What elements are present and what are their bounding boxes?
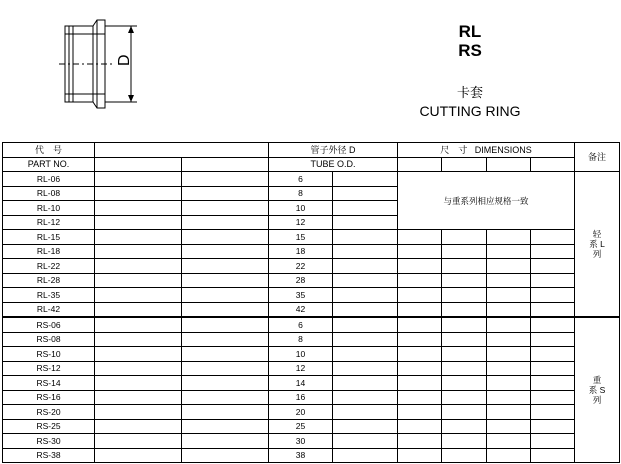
tube-od-cell: 16 [269, 390, 333, 405]
tube-od-cell: 22 [269, 259, 333, 274]
dimension-cell [531, 347, 575, 362]
blank-cell [333, 302, 398, 317]
tube-od-cell: 8 [269, 186, 333, 201]
dimension-cell [487, 317, 531, 332]
dimension-cell [442, 273, 487, 288]
tube-od-cell: 18 [269, 244, 333, 259]
blank-cell [333, 244, 398, 259]
dimension-cell [531, 273, 575, 288]
dimension-cell [531, 302, 575, 317]
blank-cell [95, 215, 182, 230]
tube-od-cell: 8 [269, 332, 333, 347]
remark-line: 系 S [588, 385, 606, 395]
header-blank-b [182, 157, 269, 172]
dimension-cell [487, 288, 531, 303]
blank-cell [95, 317, 182, 332]
header-remark: 备注 [575, 143, 620, 172]
part-no-cell: RL-06 [3, 172, 95, 187]
blank-cell [182, 332, 269, 347]
dimension-cell [487, 361, 531, 376]
blank-cell [182, 419, 269, 434]
tube-od-cell: 12 [269, 361, 333, 376]
part-no-cell: RL-28 [3, 273, 95, 288]
blank-cell [95, 230, 182, 245]
blank-cell [95, 273, 182, 288]
part-no-cell: RS-30 [3, 434, 95, 449]
dimension-cell [531, 317, 575, 332]
part-no-cell: RL-15 [3, 230, 95, 245]
dimension-cell [487, 376, 531, 391]
rs-series-remark [575, 317, 620, 463]
part-no-cell: RS-08 [3, 332, 95, 347]
dimension-cell [398, 230, 442, 245]
dimension-cell [487, 347, 531, 362]
header-dim-cn: 尺 寸 [440, 144, 468, 155]
table-row [3, 172, 620, 187]
dimension-cell [442, 419, 487, 434]
blank-cell [333, 259, 398, 274]
table-row [3, 288, 620, 303]
series-code-rl: RL [458, 22, 482, 41]
tube-od-cell: 10 [269, 347, 333, 362]
blank-cell [95, 376, 182, 391]
dimension-cell [398, 273, 442, 288]
dimension-cell [487, 259, 531, 274]
header-blank-a [95, 157, 182, 172]
dimension-cell [531, 405, 575, 420]
blank-cell [333, 201, 398, 216]
dimension-cell [442, 259, 487, 274]
blank-cell [333, 434, 398, 449]
blank-cell [95, 361, 182, 376]
remark-line: 轻 [592, 229, 602, 239]
blank-cell [333, 186, 398, 201]
part-no-cell: RS-12 [3, 361, 95, 376]
blank-cell [182, 230, 269, 245]
dimension-cell [442, 332, 487, 347]
blank-cell [95, 390, 182, 405]
dimension-d-label: D [116, 54, 133, 66]
part-no-cell: RS-10 [3, 347, 95, 362]
part-no-cell: RL-10 [3, 201, 95, 216]
rl-series-remark [575, 172, 620, 318]
blank-cell [333, 288, 398, 303]
blank-cell [95, 332, 182, 347]
remark-line: 列 [592, 395, 602, 405]
dimension-cell [487, 448, 531, 463]
part-no-cell: RS-20 [3, 405, 95, 420]
blank-cell [182, 376, 269, 391]
blank-cell [182, 273, 269, 288]
part-no-cell: RL-08 [3, 186, 95, 201]
blank-cell [333, 215, 398, 230]
dimension-cell [531, 376, 575, 391]
tube-od-cell: 35 [269, 288, 333, 303]
part-no-cell: RS-06 [3, 317, 95, 332]
blank-cell [333, 448, 398, 463]
dimension-cell [398, 244, 442, 259]
blank-cell [95, 419, 182, 434]
dimension-cell [398, 390, 442, 405]
blank-cell [182, 244, 269, 259]
dimension-cell [442, 434, 487, 449]
dimension-cell [442, 244, 487, 259]
header-blank [95, 143, 269, 158]
part-no-cell: RS-38 [3, 448, 95, 463]
dimension-cell [531, 259, 575, 274]
dimension-cell [531, 288, 575, 303]
table-row [3, 434, 620, 449]
tube-od-cell: 10 [269, 201, 333, 216]
dimension-cell [442, 361, 487, 376]
dimension-cell [487, 434, 531, 449]
blank-cell [333, 273, 398, 288]
dimension-cell [398, 288, 442, 303]
blank-cell [333, 361, 398, 376]
dimension-cell [487, 332, 531, 347]
series-code-rs: RS [458, 41, 482, 60]
blank-cell [95, 186, 182, 201]
blank-cell [182, 259, 269, 274]
table-row [3, 405, 620, 420]
dimension-cell [398, 376, 442, 391]
remark-line: 系 L [589, 239, 605, 249]
part-no-cell: RS-14 [3, 376, 95, 391]
dimension-cell [398, 434, 442, 449]
blank-cell [95, 201, 182, 216]
header-part-en: PART NO. [3, 157, 95, 172]
blank-cell [333, 347, 398, 362]
header-dimensions [398, 143, 575, 158]
table-row [3, 302, 620, 317]
blank-cell [333, 317, 398, 332]
blank-cell [95, 259, 182, 274]
dimension-cell [487, 405, 531, 420]
table-row [3, 259, 620, 274]
product-name-cn: 卡套 [456, 86, 483, 101]
part-no-cell: RL-42 [3, 302, 95, 317]
dimension-cell [487, 273, 531, 288]
blank-cell [95, 347, 182, 362]
table-row [3, 376, 620, 391]
blank-cell [95, 434, 182, 449]
table-row [3, 244, 620, 259]
dimension-cell [487, 244, 531, 259]
table-row [3, 390, 620, 405]
tube-od-cell: 6 [269, 172, 333, 187]
blank-cell [182, 288, 269, 303]
header-tube-en: TUBE O.D. [269, 157, 398, 172]
dimension-cell [531, 361, 575, 376]
dimension-cell [398, 405, 442, 420]
blank-cell [182, 448, 269, 463]
part-no-cell: RL-12 [3, 215, 95, 230]
blank-cell [95, 302, 182, 317]
header-part-cn: 代 号 [3, 143, 95, 158]
table-row [3, 332, 620, 347]
tube-od-cell: 38 [269, 448, 333, 463]
blank-cell [333, 376, 398, 391]
dimension-cell [442, 448, 487, 463]
header-dim-3 [487, 157, 531, 172]
tube-od-cell: 25 [269, 419, 333, 434]
tube-od-cell: 14 [269, 376, 333, 391]
tube-od-cell: 12 [269, 215, 333, 230]
dimension-cell [398, 259, 442, 274]
dimension-cell [398, 419, 442, 434]
blank-cell [333, 390, 398, 405]
blank-cell [182, 186, 269, 201]
dimension-cell [531, 244, 575, 259]
header-dim-1 [398, 157, 442, 172]
blank-cell [182, 172, 269, 187]
tube-od-cell: 42 [269, 302, 333, 317]
dimension-cell [398, 332, 442, 347]
dimension-cell [531, 448, 575, 463]
dimension-cell [398, 317, 442, 332]
dimension-cell [531, 332, 575, 347]
table-row [3, 419, 620, 434]
dimension-cell [398, 347, 442, 362]
dimension-cell [531, 434, 575, 449]
dimension-cell [531, 390, 575, 405]
dimension-cell [442, 288, 487, 303]
same-as-heavy-note: 与重系列相应规格一致 [398, 172, 575, 230]
header-dim-2 [442, 157, 487, 172]
remark-line: 重 [592, 375, 602, 385]
blank-cell [333, 172, 398, 187]
blank-cell [95, 172, 182, 187]
dimension-cell [442, 376, 487, 391]
tube-od-cell: 15 [269, 230, 333, 245]
blank-cell [182, 390, 269, 405]
part-no-cell: RS-25 [3, 419, 95, 434]
table-row [3, 317, 620, 332]
cutting-ring-drawing [55, 16, 145, 116]
blank-cell [182, 302, 269, 317]
table-row [3, 448, 620, 463]
tube-od-cell: 6 [269, 317, 333, 332]
header-tube-cn: 管子外径 D [269, 143, 398, 158]
blank-cell [95, 244, 182, 259]
table-row [3, 347, 620, 362]
tube-od-cell: 28 [269, 273, 333, 288]
blank-cell [182, 347, 269, 362]
part-no-cell: RS-16 [3, 390, 95, 405]
blank-cell [333, 332, 398, 347]
blank-cell [333, 405, 398, 420]
dimension-cell [487, 419, 531, 434]
remark-line: 列 [592, 249, 602, 259]
blank-cell [182, 215, 269, 230]
dimension-cell [442, 405, 487, 420]
blank-cell [182, 434, 269, 449]
blank-cell [182, 201, 269, 216]
part-no-cell: RL-35 [3, 288, 95, 303]
blank-cell [333, 230, 398, 245]
part-no-cell: RL-22 [3, 259, 95, 274]
dimension-cell [398, 302, 442, 317]
dimension-cell [531, 230, 575, 245]
table-row [3, 273, 620, 288]
blank-cell [95, 448, 182, 463]
blank-cell [182, 361, 269, 376]
dimension-cell [487, 390, 531, 405]
part-no-cell: RL-18 [3, 244, 95, 259]
dimension-cell [442, 302, 487, 317]
blank-cell [182, 405, 269, 420]
header-dim-4 [531, 157, 575, 172]
dimension-cell [398, 361, 442, 376]
blank-cell [182, 317, 269, 332]
dimension-cell [487, 302, 531, 317]
dimension-cell [442, 390, 487, 405]
tube-od-cell: 30 [269, 434, 333, 449]
blank-cell [95, 288, 182, 303]
tube-od-cell: 20 [269, 405, 333, 420]
table-row [3, 230, 620, 245]
header-dim-en: DIMENSIONS [474, 144, 532, 155]
dimension-cell [442, 317, 487, 332]
blank-cell [333, 419, 398, 434]
product-name-en: CUTTING RING [419, 103, 521, 119]
dimension-cell [442, 230, 487, 245]
dimension-cell [398, 448, 442, 463]
specification-table [2, 142, 620, 463]
dimension-cell [531, 419, 575, 434]
blank-cell [95, 405, 182, 420]
dimension-cell [487, 230, 531, 245]
dimension-cell [442, 347, 487, 362]
table-row [3, 361, 620, 376]
